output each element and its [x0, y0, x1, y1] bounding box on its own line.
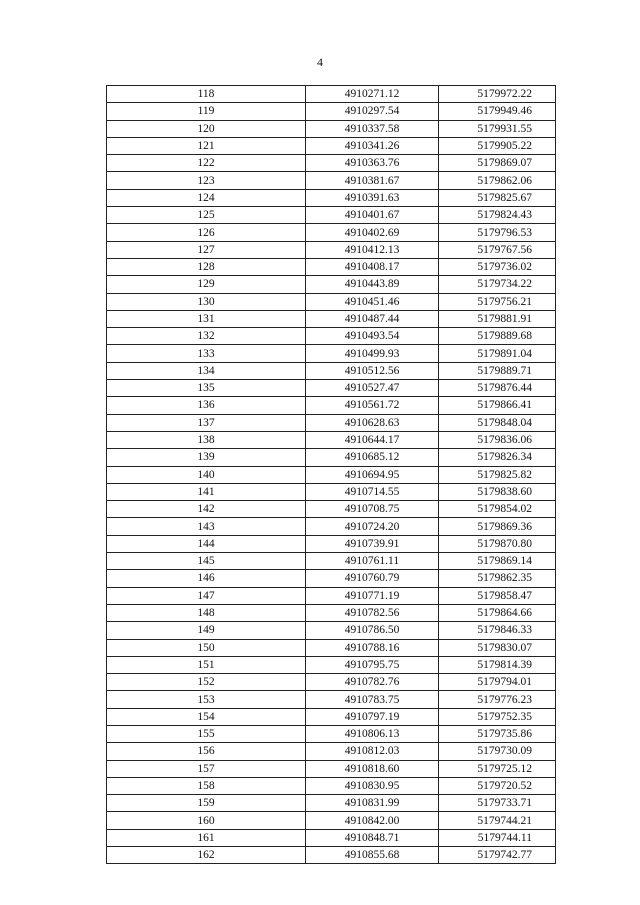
x-coordinate-cell: 4910848.71: [306, 829, 439, 846]
y-coordinate-cell: 5179734.22: [439, 276, 556, 293]
y-coordinate-cell: 5179889.68: [439, 328, 556, 345]
table-row: [107, 224, 556, 241]
x-coordinate-cell: 4910714.55: [306, 483, 439, 500]
table-row: [107, 310, 556, 327]
table-row: [107, 777, 556, 794]
x-coordinate-cell: 4910830.95: [306, 777, 439, 794]
point-number-cell: 124: [107, 189, 306, 206]
point-number-cell: 161: [107, 829, 306, 846]
table-row: [107, 431, 556, 448]
point-number-cell: 132: [107, 328, 306, 345]
x-coordinate-cell: 4910402.69: [306, 224, 439, 241]
x-coordinate-cell: 4910493.54: [306, 328, 439, 345]
y-coordinate-cell: 5179854.02: [439, 501, 556, 518]
x-coordinate-cell: 4910855.68: [306, 847, 439, 864]
point-number-cell: 149: [107, 622, 306, 639]
y-coordinate-cell: 5179836.06: [439, 431, 556, 448]
x-coordinate-cell: 4910760.79: [306, 570, 439, 587]
x-coordinate-cell: 4910782.56: [306, 604, 439, 621]
table-row: [107, 708, 556, 725]
y-coordinate-cell: 5179744.21: [439, 812, 556, 829]
point-number-cell: 144: [107, 535, 306, 552]
point-number-cell: 139: [107, 449, 306, 466]
x-coordinate-cell: 4910771.19: [306, 587, 439, 604]
table-row: [107, 103, 556, 120]
point-number-cell: 138: [107, 431, 306, 448]
y-coordinate-cell: 5179733.71: [439, 795, 556, 812]
point-number-cell: 151: [107, 656, 306, 673]
x-coordinate-cell: 4910628.63: [306, 414, 439, 431]
x-coordinate-cell: 4910391.63: [306, 189, 439, 206]
table-row: [107, 466, 556, 483]
table-row: [107, 189, 556, 206]
point-number-cell: 146: [107, 570, 306, 587]
table-row: [107, 604, 556, 621]
y-coordinate-cell: 5179870.80: [439, 535, 556, 552]
point-number-cell: 157: [107, 760, 306, 777]
x-coordinate-cell: 4910694.95: [306, 466, 439, 483]
table-row: [107, 172, 556, 189]
y-coordinate-cell: 5179881.91: [439, 310, 556, 327]
point-number-cell: 125: [107, 207, 306, 224]
x-coordinate-cell: 4910724.20: [306, 518, 439, 535]
point-number-cell: 160: [107, 812, 306, 829]
y-coordinate-cell: 5179838.60: [439, 483, 556, 500]
y-coordinate-cell: 5179862.06: [439, 172, 556, 189]
point-number-cell: 156: [107, 743, 306, 760]
x-coordinate-cell: 4910337.58: [306, 120, 439, 137]
y-coordinate-cell: 5179756.21: [439, 293, 556, 310]
y-coordinate-cell: 5179931.55: [439, 120, 556, 137]
x-coordinate-cell: 4910561.72: [306, 397, 439, 414]
y-coordinate-cell: 5179814.39: [439, 656, 556, 673]
point-number-cell: 148: [107, 604, 306, 621]
table-row: [107, 345, 556, 362]
table-row: [107, 258, 556, 275]
x-coordinate-cell: 4910401.67: [306, 207, 439, 224]
table-row: [107, 518, 556, 535]
table-row: [107, 449, 556, 466]
point-number-cell: 131: [107, 310, 306, 327]
coordinates-table: [106, 85, 556, 864]
x-coordinate-cell: 4910412.13: [306, 241, 439, 258]
x-coordinate-cell: 4910408.17: [306, 258, 439, 275]
point-number-cell: 135: [107, 380, 306, 397]
point-number-cell: 129: [107, 276, 306, 293]
x-coordinate-cell: 4910363.76: [306, 155, 439, 172]
x-coordinate-cell: 4910443.89: [306, 276, 439, 293]
y-coordinate-cell: 5179866.41: [439, 397, 556, 414]
y-coordinate-cell: 5179776.23: [439, 691, 556, 708]
y-coordinate-cell: 5179876.44: [439, 380, 556, 397]
x-coordinate-cell: 4910499.93: [306, 345, 439, 362]
page-number: 4: [317, 55, 323, 69]
table-row: [107, 155, 556, 172]
table-row: [107, 535, 556, 552]
y-coordinate-cell: 5179869.14: [439, 553, 556, 570]
point-number-cell: 121: [107, 137, 306, 154]
y-coordinate-cell: 5179949.46: [439, 103, 556, 120]
point-number-cell: 153: [107, 691, 306, 708]
point-number-cell: 143: [107, 518, 306, 535]
point-number-cell: 123: [107, 172, 306, 189]
y-coordinate-cell: 5179869.36: [439, 518, 556, 535]
y-coordinate-cell: 5179720.52: [439, 777, 556, 794]
y-coordinate-cell: 5179794.01: [439, 674, 556, 691]
point-number-cell: 147: [107, 587, 306, 604]
y-coordinate-cell: 5179862.35: [439, 570, 556, 587]
table-row: [107, 276, 556, 293]
x-coordinate-cell: 4910788.16: [306, 639, 439, 656]
y-coordinate-cell: 5179864.66: [439, 604, 556, 621]
x-coordinate-cell: 4910512.56: [306, 362, 439, 379]
y-coordinate-cell: 5179796.53: [439, 224, 556, 241]
point-number-cell: 120: [107, 120, 306, 137]
x-coordinate-cell: 4910806.13: [306, 725, 439, 742]
x-coordinate-cell: 4910708.75: [306, 501, 439, 518]
point-number-cell: 122: [107, 155, 306, 172]
x-coordinate-cell: 4910685.12: [306, 449, 439, 466]
table-row: [107, 656, 556, 673]
y-coordinate-cell: 5179972.22: [439, 86, 556, 103]
point-number-cell: 133: [107, 345, 306, 362]
y-coordinate-cell: 5179869.07: [439, 155, 556, 172]
point-number-cell: 127: [107, 241, 306, 258]
x-coordinate-cell: 4910739.91: [306, 535, 439, 552]
x-coordinate-cell: 4910782.76: [306, 674, 439, 691]
x-coordinate-cell: 4910797.19: [306, 708, 439, 725]
point-number-cell: 154: [107, 708, 306, 725]
x-coordinate-cell: 4910644.17: [306, 431, 439, 448]
y-coordinate-cell: 5179735.86: [439, 725, 556, 742]
point-number-cell: 150: [107, 639, 306, 656]
table-row: [107, 691, 556, 708]
y-coordinate-cell: 5179824.43: [439, 207, 556, 224]
y-coordinate-cell: 5179889.71: [439, 362, 556, 379]
x-coordinate-cell: 4910761.11: [306, 553, 439, 570]
y-coordinate-cell: 5179858.47: [439, 587, 556, 604]
table-row: [107, 241, 556, 258]
y-coordinate-cell: 5179730.09: [439, 743, 556, 760]
coordinates-table-body: [107, 86, 556, 864]
point-number-cell: 137: [107, 414, 306, 431]
table-row: [107, 725, 556, 742]
x-coordinate-cell: 4910297.54: [306, 103, 439, 120]
point-number-cell: 130: [107, 293, 306, 310]
table-row: [107, 328, 556, 345]
x-coordinate-cell: 4910341.26: [306, 137, 439, 154]
y-coordinate-cell: 5179905.22: [439, 137, 556, 154]
y-coordinate-cell: 5179825.82: [439, 466, 556, 483]
table-row: [107, 501, 556, 518]
x-coordinate-cell: 4910786.50: [306, 622, 439, 639]
x-coordinate-cell: 4910381.67: [306, 172, 439, 189]
x-coordinate-cell: 4910487.44: [306, 310, 439, 327]
x-coordinate-cell: 4910783.75: [306, 691, 439, 708]
table-row: [107, 812, 556, 829]
y-coordinate-cell: 5179846.33: [439, 622, 556, 639]
point-number-cell: 155: [107, 725, 306, 742]
point-number-cell: 159: [107, 795, 306, 812]
y-coordinate-cell: 5179767.56: [439, 241, 556, 258]
x-coordinate-cell: 4910842.00: [306, 812, 439, 829]
point-number-cell: 141: [107, 483, 306, 500]
y-coordinate-cell: 5179742.77: [439, 847, 556, 864]
point-number-cell: 162: [107, 847, 306, 864]
table-row: [107, 293, 556, 310]
x-coordinate-cell: 4910795.75: [306, 656, 439, 673]
table-row: [107, 553, 556, 570]
y-coordinate-cell: 5179826.34: [439, 449, 556, 466]
point-number-cell: 119: [107, 103, 306, 120]
table-row: [107, 362, 556, 379]
table-row: [107, 587, 556, 604]
table-row: [107, 207, 556, 224]
table-row: [107, 86, 556, 103]
point-number-cell: 152: [107, 674, 306, 691]
table-row: [107, 795, 556, 812]
x-coordinate-cell: 4910831.99: [306, 795, 439, 812]
table-row: [107, 483, 556, 500]
table-row: [107, 120, 556, 137]
table-row: [107, 847, 556, 864]
table-row: [107, 137, 556, 154]
x-coordinate-cell: 4910271.12: [306, 86, 439, 103]
point-number-cell: 126: [107, 224, 306, 241]
table-row: [107, 829, 556, 846]
point-number-cell: 158: [107, 777, 306, 794]
x-coordinate-cell: 4910527.47: [306, 380, 439, 397]
point-number-cell: 118: [107, 86, 306, 103]
table-row: [107, 380, 556, 397]
y-coordinate-cell: 5179736.02: [439, 258, 556, 275]
x-coordinate-cell: 4910812.03: [306, 743, 439, 760]
table-row: [107, 397, 556, 414]
y-coordinate-cell: 5179830.07: [439, 639, 556, 656]
table-row: [107, 570, 556, 587]
point-number-cell: 142: [107, 501, 306, 518]
point-number-cell: 140: [107, 466, 306, 483]
table-row: [107, 674, 556, 691]
x-coordinate-cell: 4910451.46: [306, 293, 439, 310]
point-number-cell: 128: [107, 258, 306, 275]
table-row: [107, 622, 556, 639]
y-coordinate-cell: 5179752.35: [439, 708, 556, 725]
y-coordinate-cell: 5179725.12: [439, 760, 556, 777]
point-number-cell: 134: [107, 362, 306, 379]
point-number-cell: 145: [107, 553, 306, 570]
x-coordinate-cell: 4910818.60: [306, 760, 439, 777]
table-row: [107, 639, 556, 656]
table-row: [107, 743, 556, 760]
table-row: [107, 414, 556, 431]
y-coordinate-cell: 5179744.11: [439, 829, 556, 846]
table-row: [107, 760, 556, 777]
y-coordinate-cell: 5179825.67: [439, 189, 556, 206]
y-coordinate-cell: 5179848.04: [439, 414, 556, 431]
y-coordinate-cell: 5179891.04: [439, 345, 556, 362]
point-number-cell: 136: [107, 397, 306, 414]
